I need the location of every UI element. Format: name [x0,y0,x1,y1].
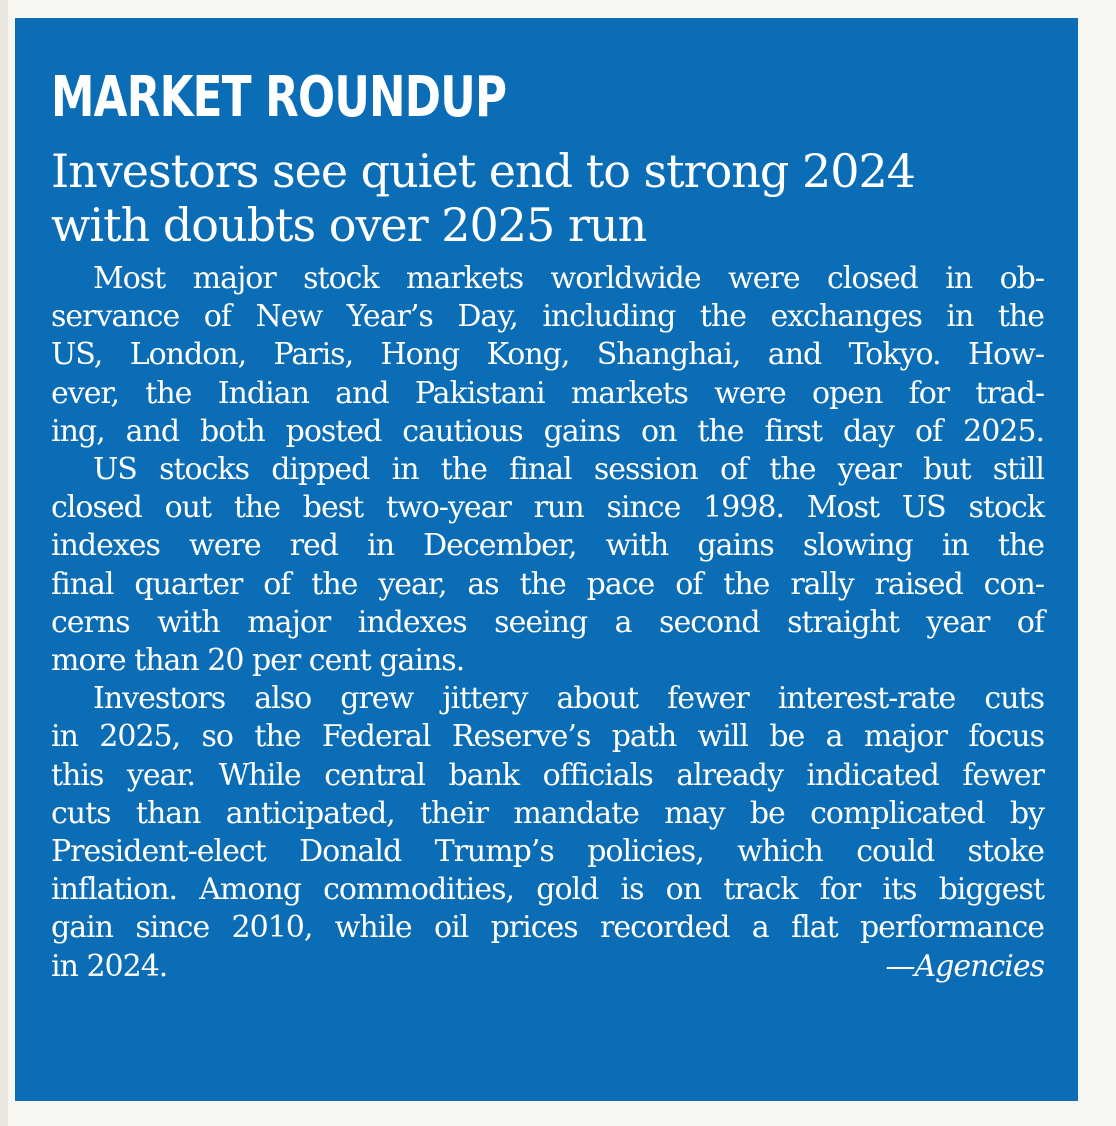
body-line: US, London, Paris, Hong Kong, Shanghai, and Tokyo. How- [51,337,1044,373]
body-line: closed out the best two-year run since 1998. Most US stock [51,490,1044,526]
body-line: Investors also grew jittery about fewer interest-rate cuts [93,681,1044,717]
headline-line: with doubts over 2025 run [51,198,647,252]
body-line: President-elect Donald Trump’s policies, which could stoke [51,834,1044,870]
section-kicker: MARKET ROUNDUP [51,65,507,130]
article-body [51,260,1044,986]
body-line: in 2024. [51,948,168,984]
body-line: Most major stock markets worldwide were closed in ob- [93,261,1044,296]
body-line: ing, and both posted cautious gains on the first day of 2025. [51,413,1044,449]
body-line: cuts than anticipated, their mandate may be complicated by [51,795,1044,831]
body-line: ever, the Indian and Pakistani markets were open for trad- [51,375,1044,411]
body-line: indexes were red in December, with gains slowing in the [51,528,1044,564]
body-line: inflation. Among commodities, gold is on track for its biggest [51,872,1044,908]
last-line [51,948,1044,986]
body-line: cerns with major indexes seeing a second straight year of [51,604,1044,640]
agency-credit: —Agencies [885,948,1044,984]
body-line: gain since 2010, while oil prices recorded a flat performance [51,910,1044,946]
body-line: US stocks dipped in the final session of the year but still [93,452,1044,488]
article-box [15,18,1078,1101]
page-edge [0,0,8,1126]
body-line: more than 20 per cent gains. [51,643,465,679]
headline-line: Investors see quiet end to strong 2024 [51,144,916,198]
body-line: in 2025, so the Federal Reserve’s path will be a major focus [51,719,1044,755]
body-line: this year. While central bank officials already indicated fewer [51,757,1044,793]
body-line: servance of New Year’s Day, including the exchanges in the [51,299,1044,335]
body-line: final quarter of the year, as the pace of the rally raised con- [51,566,1044,602]
headline [51,144,1044,252]
